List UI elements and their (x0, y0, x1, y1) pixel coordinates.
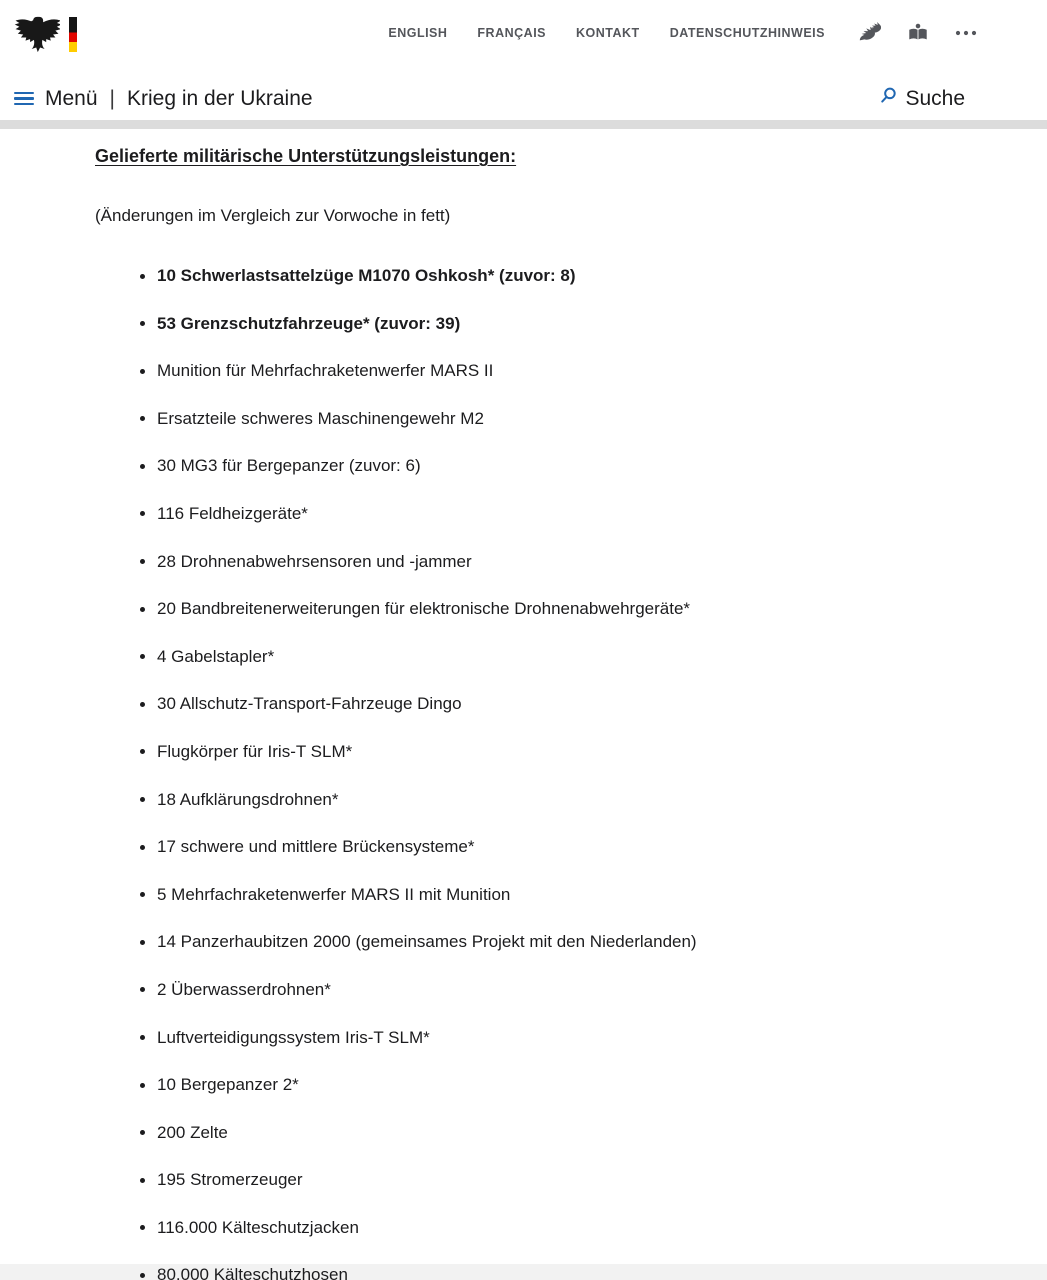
meta-nav (388, 22, 977, 44)
meta-icons (857, 22, 977, 44)
search-icon (879, 86, 898, 111)
list-item: 4 Gabelstapler* (140, 647, 1047, 667)
list-item: 18 Aufklärungsdrohnen* (140, 790, 1047, 810)
menu-group (14, 87, 313, 111)
list-item: 17 schwere und mittlere Brückensysteme* (140, 837, 1047, 857)
menu-button[interactable]: Menü (45, 86, 98, 110)
list-item: Munition für Mehrfachraketenwerfer MARS II (140, 361, 1047, 381)
meta-nav-link[interactable]: ENGLISH (388, 26, 448, 40)
menu-separator: | (109, 86, 115, 110)
article-note: (Änderungen im Vergleich zur Vorwoche in fett) (95, 206, 451, 225)
list-item: 10 Bergepanzer 2* (140, 1075, 1047, 1095)
site-header (0, 0, 1047, 120)
list-item: 30 Allschutz-Transport-Fahrzeuge Dingo (140, 694, 1047, 714)
list-item: 30 MG3 für Bergepanzer (zuvor: 6) (140, 456, 1047, 476)
list-item: Luftverteidigungssystem Iris-T SLM* (140, 1028, 1047, 1048)
list-item: Flugkörper für Iris-T SLM* (140, 742, 1047, 762)
german-flag-stripe (69, 17, 77, 52)
hamburger-menu-icon[interactable] (14, 92, 34, 106)
meta-nav-link[interactable]: DATENSCHUTZHINWEIS (669, 26, 825, 40)
search-label: Suche (905, 86, 965, 110)
breadcrumb-section[interactable]: Krieg in der Ukraine (127, 86, 313, 110)
easy-language-icon[interactable] (907, 22, 929, 44)
list-item: 200 Zelte (140, 1123, 1047, 1143)
federal-eagle-icon (14, 12, 60, 65)
list-item: 14 Panzerhaubitzen 2000 (gemeinsames Projekt mit den Niederlanden) (140, 932, 1047, 952)
bundesregierung-logo[interactable] (14, 12, 77, 65)
list-item: 20 Bandbreitenerweiterungen für elektronische Drohnenabwehrgeräte* (140, 599, 1047, 619)
delivery-list (140, 266, 1047, 1280)
header-menu-row (0, 86, 1047, 111)
list-item: 2 Überwasserdrohnen* (140, 980, 1047, 1000)
search-button[interactable] (879, 86, 965, 111)
list-item: 28 Drohnenabwehrsensoren und -jammer (140, 552, 1047, 572)
meta-nav-link[interactable]: FRANÇAIS (477, 26, 547, 40)
more-icon[interactable] (955, 30, 977, 36)
list-item: 53 Grenzschutzfahrzeuge* (zuvor: 39) (140, 314, 1047, 334)
list-item: 116.000 Kälteschutzjacken (140, 1218, 1047, 1238)
article-content (0, 129, 1047, 1280)
list-item: Ersatzteile schweres Maschinengewehr M2 (140, 409, 1047, 429)
list-item: 5 Mehrfachraketenwerfer MARS II mit Munition (140, 885, 1047, 905)
article-heading: Gelieferte militärische Unterstützungsleistungen: (95, 146, 517, 166)
list-item: 80.000 Kälteschutzhosen (140, 1265, 1047, 1280)
meta-nav-link[interactable]: KONTAKT (576, 26, 640, 40)
list-item: 10 Schwerlastsattelzüge M1070 Oshkosh* (zuvor: 8) (140, 266, 1047, 286)
header-top (0, 0, 1047, 65)
list-item: 195 Stromerzeuger (140, 1170, 1047, 1190)
sign-language-icon[interactable] (857, 22, 881, 44)
page-divider (0, 120, 1047, 129)
list-item: 116 Feldheizgeräte* (140, 504, 1047, 524)
